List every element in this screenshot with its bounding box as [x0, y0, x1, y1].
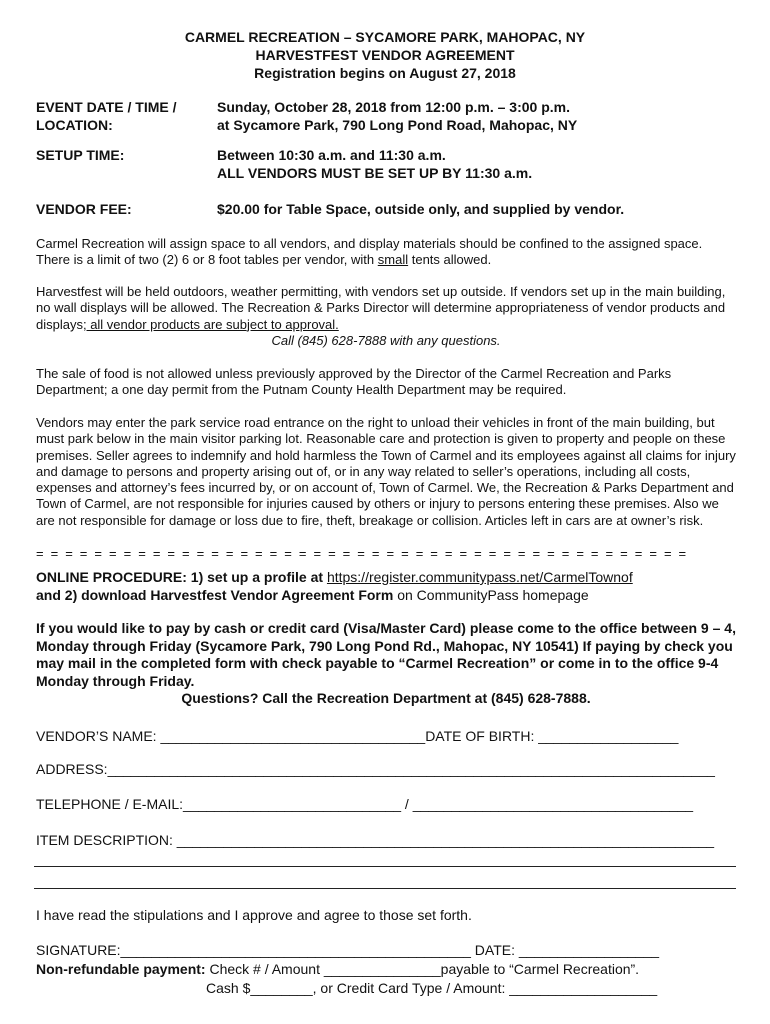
description-line-1 [34, 866, 736, 867]
item-description-field[interactable]: ITEM DESCRIPTION: _____________________________________________________________________ [36, 832, 715, 848]
header-title: CARMEL RECREATION – SYCAMORE PARK, MAHOPAC, NY [184, 29, 586, 45]
header-subtitle: HARVESTFEST VENDOR AGREEMENT [255, 47, 515, 63]
vendor-name-field[interactable]: VENDOR’S NAME: __________________________________DATE OF BIRTH: __________________ [36, 728, 679, 744]
event-label-line2: LOCATION: [36, 117, 113, 133]
event-label-line1: EVENT DATE / TIME / [36, 99, 177, 115]
event-date-time: Sunday, October 28, 2018 from 12:00 p.m. – 3:00 p.m. [217, 99, 570, 115]
setup-label: SETUP TIME: [36, 147, 125, 163]
equals-divider: = = = = = = = = = = = = = = = = = = = = = = = = = = = = = = = = = = = = = = = = = = = = = [36, 546, 688, 561]
approval-underlined: ; all vendor products are subject to approval. [82, 316, 339, 332]
download-form-text: and 2) download Harvestfest Vendor Agreement Form [36, 587, 394, 603]
food-paragraph: The sale of food is not allowed unless previously approved by the Director of the Carmel Recreation and Parks Department; a one day permit from the Putnam County Health Department may be required. [36, 366, 672, 398]
document-header [0, 28, 770, 82]
fee-value: $20.00 for Table Space, outside only, and supplied by vendor. [217, 201, 625, 217]
cash-credit-field[interactable]: Cash $________, or Credit Card Type / Amount: ___________________ [206, 980, 658, 996]
address-field[interactable]: ADDRESS:______________________________________________________________________________ [36, 761, 715, 777]
payment-paragraph [36, 620, 736, 708]
registration-date: Registration begins on August 27, 2018 [254, 65, 516, 81]
setup-time: Between 10:30 a.m. and 11:30 a.m. [217, 147, 446, 163]
event-label [36, 98, 177, 134]
agreement-statement: I have read the stipulations and I approve and agree to those set forth. [36, 907, 472, 923]
outdoors-text: Harvestfest will be held outdoors, weather permitting, with vendors set up outside. If vendors set up in the main building, no wall displays will be allowed. The Recreation & Parks Director will determine appropriateness of vendor products and displays [36, 284, 726, 332]
register-link[interactable]: https://register.communitypass.net/CarmelTownof [326, 569, 633, 585]
nonrefundable-label: Non-refundable payment: [36, 961, 206, 977]
outdoors-paragraph [36, 284, 736, 349]
fee-label: VENDOR FEE: [36, 201, 132, 217]
communitypass-text: on CommunityPass homepage [393, 587, 589, 603]
liability-paragraph: Vendors may enter the park service road entrance on the right to unload their vehicles in front of the main building, but must park below in the main visitor parking lot. Reasonable care and protection is given to property and people on these premises. Seller agrees to indemnify and hold harmless the Town of Carmel and its employees against all claims for injury and damage to persons and property arising out of, or in any way related to seller’s operations, including all costs, expenses and attorney’s fees incurred by, or on account of, Town of Carmel. We, the Recreation & Parks Department and Town of Carmel, are not responsible for injuries caused by others or injury to persons entering these premises. Also we are not responsible for damage or loss due to fire, theft, breakage or collision. Articles left in cars are at owner’s risk. [36, 415, 736, 528]
questions-line: Questions? Call the Recreation Department at (845) 628-7888. [181, 690, 591, 706]
event-location: at Sycamore Park, 790 Long Pond Road, Mahopac, NY [217, 117, 578, 133]
call-line: Call (845) 628-7888 with any questions. [271, 332, 501, 348]
payment-text: If you would like to pay by cash or credit card (Visa/Master Card) please come to the office between 9 – 4, Monday through Friday (Sycamore Park, 790 Long Pond Rd., Mahopac, NY 10541) If paying by check you may mail in the completed form with check payable to “Carmel Recreation” or come in to the office 9-4 Monday through Friday. [36, 620, 736, 689]
setup-value [217, 146, 532, 182]
telephone-email-field[interactable]: TELEPHONE / E-MAIL:____________________________ / ____________________________________ [36, 796, 694, 812]
online-procedure [36, 568, 736, 604]
check-amount-text: Check # / Amount _______________payable to “Carmel Recreation”. [205, 961, 640, 977]
payment-field[interactable] [36, 961, 639, 977]
space-paragraph [36, 236, 736, 269]
online-procedure-label: ONLINE PROCEDURE: 1) set up a profile at [36, 569, 327, 585]
event-value [217, 98, 577, 134]
signature-field[interactable]: SIGNATURE:_____________________________________________ DATE: __________________ [36, 942, 660, 958]
space-text: Carmel Recreation will assign space to all vendors, and display materials should be confined to the assigned space. There is a limit of two (2) 6 or 8 foot tables per vendor, with [36, 236, 703, 268]
space-text-end: tents allowed. [408, 252, 492, 268]
description-line-2 [34, 888, 736, 889]
small-underlined: small [377, 252, 409, 268]
setup-deadline: ALL VENDORS MUST BE SET UP BY 11:30 a.m. [217, 165, 533, 181]
